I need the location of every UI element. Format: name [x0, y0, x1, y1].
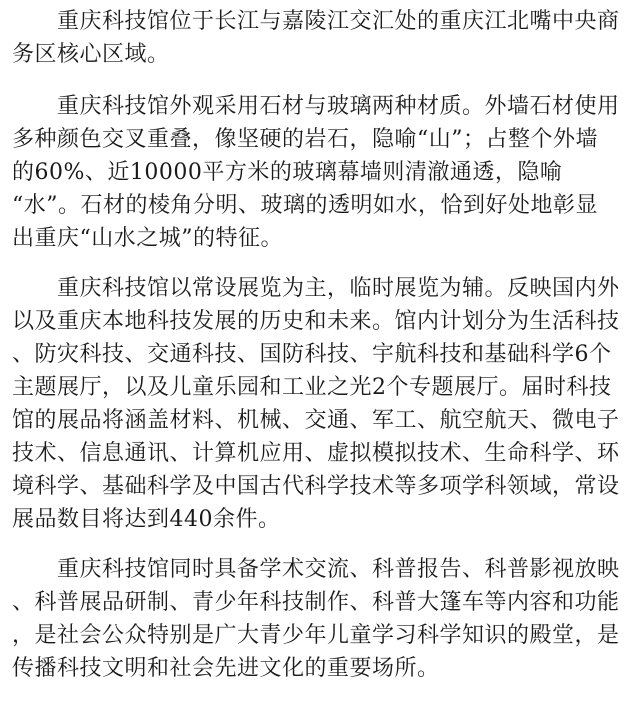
paragraph-functions	[12, 553, 620, 685]
text-line: 技术、信息通讯、计算机应用、虚拟模拟技术、生命科学、环	[12, 441, 620, 466]
text-line: 传播科技文明和社会先进文化的重要场所。	[12, 656, 440, 681]
text-line: 主题展厅，以及儿童乐园和工业之光2个专题展厅。届时科技	[12, 375, 612, 400]
text-line: 、科普展品研制、青少年科技制作、科普大篷车等内容和功能	[12, 590, 620, 615]
text-line: 重庆科技馆同时具备学术交流、科普报告、科普影视放映	[12, 557, 620, 582]
text-line: 境科学、基础科学及中国古代科学技术等多项学科领域，常设	[12, 474, 620, 499]
paragraph-exterior	[12, 90, 620, 255]
text-line: 重庆科技馆位于长江与嘉陵江交汇处的重庆江北嘴中央商	[12, 9, 620, 34]
text-line: 多种颜色交叉重叠，像坚硬的岩石，隐喻“山”；占整个外墙	[12, 127, 598, 152]
text-line: 务区核心区域。	[12, 42, 170, 67]
text-line: ，是社会公众特别是广大青少年儿童学习科学知识的殿堂，是	[12, 623, 620, 648]
text-line: 重庆科技馆外观采用石材与玻璃两种材质。外墙石材使用	[12, 94, 620, 119]
text-line: “水”。石材的棱角分明、玻璃的透明如水，恰到好处地彰显	[12, 193, 598, 218]
text-line: 、防灾科技、交通科技、国防科技、宇航科技和基础科学6个	[12, 342, 612, 367]
text-line: 馆的展品将涵盖材料、机械、交通、军工、航空航天、微电子	[12, 408, 620, 433]
text-line: 以及重庆本地科技发展的历史和未来。馆内计划分为生活科技	[12, 309, 620, 334]
text-line: 展品数目将达到440余件。	[12, 507, 281, 532]
text-line: 重庆科技馆以常设展览为主，临时展览为辅。反映国内外	[12, 276, 620, 301]
paragraph-location	[12, 5, 620, 71]
paragraph-exhibits	[12, 272, 620, 536]
text-line: 的60%、近10000平方米的玻璃幕墙则清澈通透，隐喻	[12, 160, 563, 185]
text-line: 出重庆“山水之城”的特征。	[12, 226, 283, 251]
